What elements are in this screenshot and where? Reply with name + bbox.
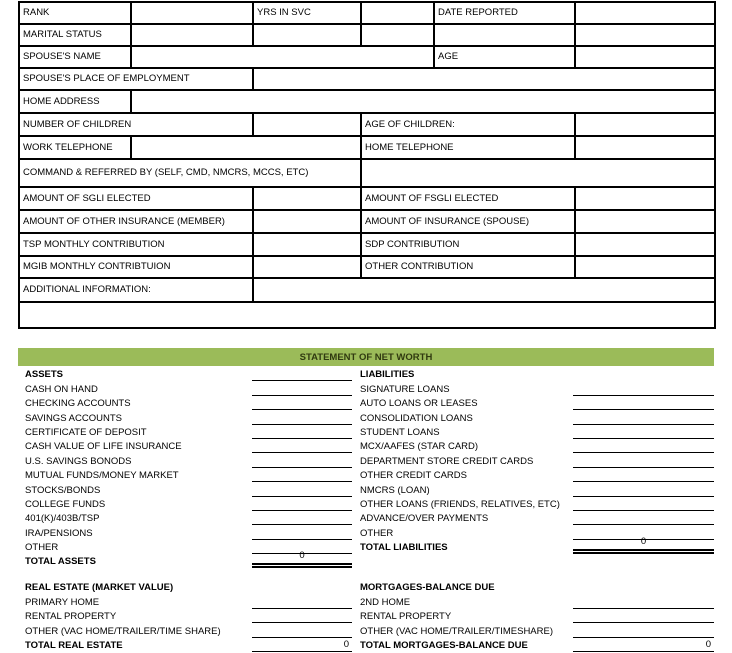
- other-contribution-label: OTHER CONTRIBUTION: [361, 256, 575, 278]
- row-spouses-name: [19, 46, 715, 68]
- row-home-address: [19, 90, 715, 113]
- liability-value-line[interactable]: [573, 381, 714, 396]
- total-liabilities-label: TOTAL LIABILITIES: [360, 542, 448, 554]
- date-reported-label: DATE REPORTED: [434, 2, 575, 24]
- insurance-spouse-label: AMOUNT OF INSURANCE (SPOUSE): [361, 210, 575, 233]
- row-other-insurance: [19, 210, 715, 233]
- other-insurance-member-label: AMOUNT OF OTHER INSURANCE (MEMBER): [19, 210, 253, 233]
- asset-value-line[interactable]: [252, 453, 352, 468]
- member-info-table: [18, 1, 716, 329]
- nw-item-row: [0, 511, 732, 525]
- liability-value-line[interactable]: [573, 510, 714, 525]
- asset-item-label: MUTUAL FUNDS/MONEY MARKET: [25, 470, 179, 482]
- number-of-children-label: NUMBER OF CHILDREN: [19, 113, 253, 136]
- spouses-employment-label: SPOUSE'S PLACE OF EMPLOYMENT: [19, 68, 253, 90]
- sgli-elected-input-cell[interactable]: [253, 187, 361, 210]
- real-estate-item-label: PRIMARY HOME: [25, 596, 100, 608]
- liability-value-line[interactable]: [573, 424, 714, 439]
- liability-item-label: AUTO LOANS OR LEASES: [360, 398, 478, 410]
- asset-value-line[interactable]: [252, 424, 352, 439]
- asset-value-line[interactable]: [252, 496, 352, 511]
- real-estate-header: REAL ESTATE (MARKET VALUE): [25, 582, 174, 594]
- total-real-estate-value: 0: [252, 638, 352, 652]
- mortgage-value-line[interactable]: [573, 594, 714, 609]
- row-spouses-employment: [19, 68, 715, 90]
- asset-item-label: IRA/PENSIONS: [25, 527, 93, 539]
- row-rank: [19, 2, 715, 24]
- mgib-contribution-label: MGIB MONTHLY CONTRIBTUION: [19, 256, 253, 278]
- asset-value-line[interactable]: [252, 482, 352, 497]
- asset-value-line[interactable]: [252, 410, 352, 425]
- nw-item-row: [0, 381, 732, 395]
- tsp-contribution-label: TSP MONTHLY CONTRIBUTION: [19, 233, 253, 256]
- nw-item-row: [0, 396, 732, 410]
- asset-item-label: CASH ON HAND: [25, 383, 98, 395]
- liability-item-label: STUDENT LOANS: [360, 426, 440, 438]
- blank-cell[interactable]: [434, 24, 575, 46]
- real-estate-value-line[interactable]: [252, 594, 352, 609]
- asset-item-label: OTHER: [25, 542, 59, 554]
- re-header-row: [0, 580, 732, 594]
- liability-value-line[interactable]: [573, 395, 714, 410]
- mortgage-value-line[interactable]: [573, 623, 714, 638]
- liability-value-line[interactable]: [573, 496, 714, 511]
- total-assets-value: 0: [252, 549, 352, 568]
- liability-item-label: OTHER: [360, 527, 394, 539]
- rank-label: RANK: [19, 2, 131, 24]
- total-liabilities-value: 0: [573, 535, 714, 554]
- asset-item-label: U.S. SAVINGS BONODS: [25, 455, 132, 467]
- liability-item-label: SIGNATURE LOANS: [360, 383, 450, 395]
- row-command: [19, 159, 715, 187]
- liability-value-line[interactable]: [573, 410, 714, 425]
- row-tsp: [19, 233, 715, 256]
- mgib-contribution-input-cell[interactable]: [253, 256, 361, 278]
- total-mortgages-value: 0: [573, 638, 714, 652]
- work-telephone-label: WORK TELEPHONE: [19, 136, 131, 159]
- spouses-name-input-cell[interactable]: [131, 46, 434, 68]
- spouses-employment-input-cell[interactable]: [253, 68, 715, 90]
- work-telephone-input-cell[interactable]: [131, 136, 361, 159]
- re-item-row: [0, 609, 732, 623]
- total-mortgages-label: TOTAL MORTGAGES-BALANCE DUE: [360, 639, 528, 651]
- liability-value-line[interactable]: [573, 467, 714, 482]
- nw-total-liabilities-row: [0, 536, 732, 554]
- rank-input-cell[interactable]: [131, 2, 253, 24]
- re-item-row: [0, 594, 732, 608]
- liability-item-label: OTHER LOANS (FRIENDS, RELATIVES, ETC): [360, 498, 560, 510]
- row-sgli: [19, 187, 715, 210]
- home-address-input-cell[interactable]: [131, 90, 715, 113]
- notes-input-cell[interactable]: [19, 302, 715, 328]
- other-contribution-input-cell[interactable]: [575, 256, 715, 278]
- row-children: [19, 113, 715, 136]
- sgli-elected-label: AMOUNT OF SGLI ELECTED: [19, 187, 253, 210]
- liability-value-line[interactable]: [573, 482, 714, 497]
- home-telephone-input-cell[interactable]: [575, 136, 715, 159]
- asset-value-line[interactable]: [252, 381, 352, 396]
- asset-item-label: CASH VALUE OF LIFE INSURANCE: [25, 441, 182, 453]
- mortgage-value-line[interactable]: [573, 608, 714, 623]
- liability-value-line[interactable]: [573, 438, 714, 453]
- row-telephone: [19, 136, 715, 159]
- home-address-label: HOME ADDRESS: [19, 90, 131, 113]
- command-referred-by-input-cell[interactable]: [361, 159, 715, 187]
- blank-cell[interactable]: [575, 24, 715, 46]
- blank-cell[interactable]: [361, 24, 434, 46]
- asset-value-line[interactable]: [252, 438, 352, 453]
- age-of-children-input-cell[interactable]: [575, 113, 715, 136]
- age-label: AGE: [434, 46, 575, 68]
- banner-title: STATEMENT OF NET WORTH: [299, 351, 433, 363]
- date-reported-input-cell[interactable]: [575, 2, 715, 24]
- asset-value-line[interactable]: [252, 395, 352, 410]
- asset-item-label: 401(K)/403B/TSP: [25, 513, 100, 525]
- tsp-contribution-input-cell[interactable]: [253, 233, 361, 256]
- mortgage-item-label: 2ND HOME: [360, 596, 411, 608]
- row-additional-info: [19, 278, 715, 302]
- asset-item-label: STOCKS/BONDS: [25, 484, 101, 496]
- additional-info-input-cell[interactable]: [253, 278, 715, 302]
- total-assets-label: TOTAL ASSETS: [25, 556, 96, 568]
- marital-status-label: MARITAL STATUS: [19, 24, 131, 46]
- real-estate-value-line[interactable]: [252, 623, 352, 638]
- yrs-in-svc-input-cell[interactable]: [361, 2, 434, 24]
- asset-item-label: CHECKING ACCOUNTS: [25, 398, 131, 410]
- nw-item-row: [0, 410, 732, 424]
- other-insurance-member-input-cell[interactable]: [253, 210, 361, 233]
- asset-item-label: CERTIFICATE OF DEPOSIT: [25, 426, 147, 438]
- sdp-contribution-label: SDP CONTRIBUTION: [361, 233, 575, 256]
- mortgage-item-label: OTHER (VAC HOME/TRAILER/TIMESHARE): [360, 625, 554, 637]
- real-estate-item-label: OTHER (VAC HOME/TRAILER/TIME SHARE): [25, 625, 221, 637]
- liability-item-label: NMCRS (LOAN): [360, 484, 430, 496]
- row-notes-blank: [19, 302, 715, 328]
- mortgages-header: MORTGAGES-BALANCE DUE: [360, 582, 495, 594]
- liability-item-label: CONSOLIDATION LOANS: [360, 412, 473, 424]
- fsgli-elected-input-cell[interactable]: [575, 187, 715, 210]
- nw-item-row: [0, 468, 732, 482]
- additional-info-label: ADDITIONAL INFORMATION:: [19, 278, 253, 302]
- nw-total-assets-row: [0, 550, 732, 568]
- nw-item-row: [0, 439, 732, 453]
- age-of-children-label: AGE OF CHILDREN:: [361, 113, 575, 136]
- nw-item-row: [0, 497, 732, 511]
- net-worth-section: [0, 367, 732, 568]
- statement-of-net-worth-banner: [18, 348, 714, 366]
- insurance-spouse-input-cell[interactable]: [575, 210, 715, 233]
- blank-cell[interactable]: [253, 24, 361, 46]
- nw-header-row: [0, 367, 732, 381]
- nw-item-row: [0, 453, 732, 467]
- liability-item-label: ADVANCE/OVER PAYMENTS: [360, 513, 489, 525]
- nw-item-row: [0, 425, 732, 439]
- row-mgib: [19, 256, 715, 278]
- spouses-name-label: SPOUSE'S NAME: [19, 46, 131, 68]
- assets-header-value-line[interactable]: [252, 366, 352, 381]
- age-input-cell[interactable]: [575, 46, 715, 68]
- row-marital-status: [19, 24, 715, 46]
- marital-status-input-cell[interactable]: [131, 24, 253, 46]
- asset-value-line[interactable]: [252, 467, 352, 482]
- real-estate-item-label: RENTAL PROPERTY: [25, 611, 117, 623]
- home-telephone-label: HOME TELEPHONE: [361, 136, 575, 159]
- re-total-row: [0, 638, 732, 652]
- asset-item-label: COLLEGE FUNDS: [25, 498, 106, 510]
- mortgage-item-label: RENTAL PROPERTY: [360, 611, 452, 623]
- sdp-contribution-input-cell[interactable]: [575, 233, 715, 256]
- asset-item-label: SAVINGS ACCOUNTS: [25, 412, 122, 424]
- re-item-row: [0, 623, 732, 637]
- command-referred-by-label: COMMAND & REFERRED BY (SELF, CMD, NMCRS, MCCS, ETC): [19, 159, 361, 187]
- liabilities-header: LIABILITIES: [360, 369, 415, 381]
- yrs-in-svc-label: YRS IN SVC: [253, 2, 361, 24]
- real-estate-section: [0, 580, 732, 652]
- total-real-estate-label: TOTAL REAL ESTATE: [25, 639, 123, 651]
- asset-value-line[interactable]: [252, 510, 352, 525]
- assets-header: ASSETS: [25, 369, 64, 381]
- liability-item-label: MCX/AAFES (STAR CARD): [360, 441, 479, 453]
- number-of-children-input-cell[interactable]: [253, 113, 361, 136]
- nw-item-row: [0, 482, 732, 496]
- asset-value-line[interactable]: [252, 525, 352, 540]
- fsgli-elected-label: AMOUNT OF FSGLI ELECTED: [361, 187, 575, 210]
- real-estate-value-line[interactable]: [252, 608, 352, 623]
- liability-value-line[interactable]: [573, 453, 714, 468]
- liability-item-label: OTHER CREDIT CARDS: [360, 470, 467, 482]
- liability-item-label: DEPARTMENT STORE CREDIT CARDS: [360, 455, 534, 467]
